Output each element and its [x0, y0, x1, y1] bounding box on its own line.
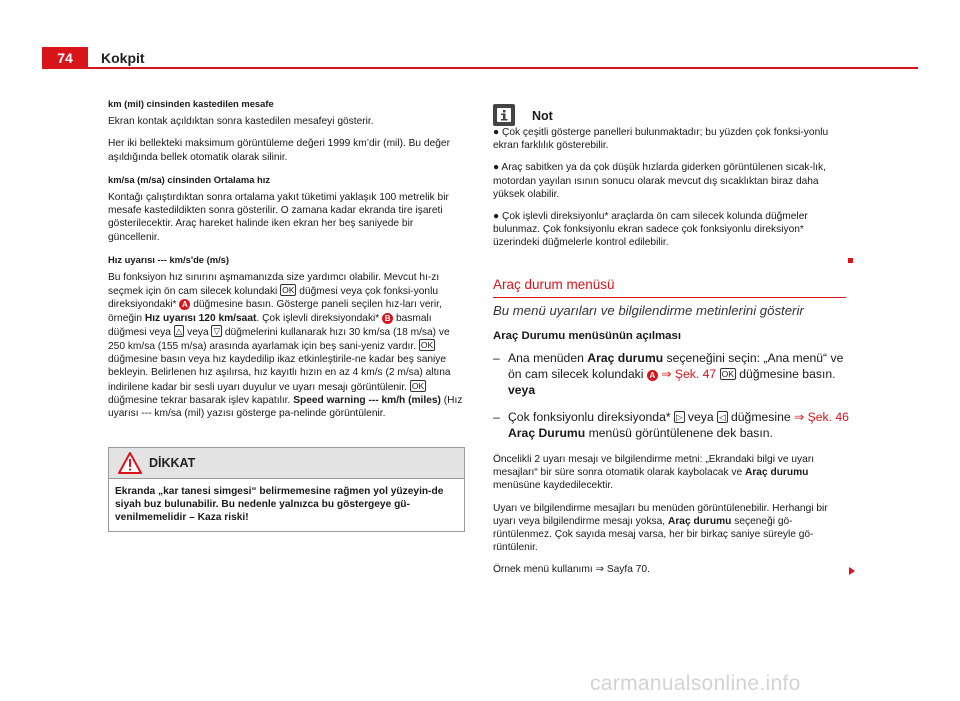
callout-a-icon: A: [179, 299, 190, 310]
text: düğmesine basın.: [739, 367, 836, 381]
step-2: [493, 409, 849, 441]
note-body: [493, 126, 849, 259]
text: (Hız uyarısı --- km/sa (mil) yazısı gösterge pa-nelinde görüntülenir.: [108, 394, 463, 420]
paragraph: Her iki bellekteki maksimum görüntüleme değeri 1999 km’dir (mil). Bu değer aşıldığında bellek otomatik olarak silinir.: [108, 138, 450, 163]
section-head-avg-speed: km/sa (m/sa) cinsinden Ortalama hız: [108, 173, 271, 185]
figure-link[interactable]: ⇒ Şek.: [794, 410, 833, 424]
callout-b-icon: B: [382, 313, 393, 324]
text: seçeneğini seçin: „Ana menü“ ve ön cam silecek kolundaki: [508, 351, 844, 381]
section-head-speed-warning: Hız uyarısı --- km/s'de (m/s): [108, 253, 230, 265]
bold-text: Hız uyarısı 120 km/saat: [144, 312, 257, 324]
text: menüsüne kaydedilecektir.: [493, 480, 614, 492]
text: menüsü görüntülenene dek basın.: [588, 426, 773, 440]
left-arrow-button-icon: ◁: [719, 412, 726, 422]
ok-button-icon: OK: [420, 340, 434, 351]
dash: –: [493, 410, 500, 424]
warning-box: [108, 447, 465, 532]
callout-a-icon: A: [647, 370, 658, 381]
warning-text: Ekranda „kar tanesi simgesi“ belirmemesine rağmen yol yüzeyin-de siyah buz bulunabilir. Bu nedenle yalnızca bu göstergeye gü-venilmemelidir – Kaza riski!: [115, 486, 444, 524]
step-1: [493, 350, 849, 398]
bold-text: Araç durumu: [587, 351, 664, 365]
text: veya: [187, 326, 209, 338]
bold-text: Araç durumu: [667, 515, 732, 527]
page-title: Kokpit: [101, 50, 145, 66]
text: . Çok işlevli direksiyondaki*: [256, 312, 380, 324]
warning-triangle-icon: [118, 452, 142, 474]
ok-button-icon: OK: [282, 285, 295, 296]
bold-text: veya: [508, 383, 536, 397]
bold-text: Speed warning --- km/h (miles): [293, 394, 441, 406]
end-marker-square: [848, 258, 853, 263]
paragraph-speed-warning: [108, 271, 464, 420]
header-rule: [42, 67, 918, 69]
continue-arrow-icon: [849, 567, 855, 575]
text: düğmesi veya çok fonksi-yonlu direksiyondaki*: [108, 286, 439, 311]
bold-text: Araç Durumu: [508, 426, 586, 440]
note-bullet: ● Araç sabitken ya da çok düşük hızlarda giderken görüntülenen sıcak-lık, motordan yayılan ısının sonucu olarak mevcut dış sıcaklıktan biraz daha yüksek olabilir.: [493, 162, 826, 200]
text: Uyarı ve bilgilendirme mesajları bu menüden görüntülenebilir. Herhangi bir uyarı veya bilgilendirme mesajı yoksa,: [493, 502, 828, 527]
ok-button-icon: OK: [721, 369, 734, 379]
down-button-icon: ▽: [213, 325, 221, 336]
warning-header: [109, 448, 464, 479]
paragraph: [493, 453, 849, 493]
dash: –: [493, 351, 500, 365]
figure-link-number[interactable]: 46: [835, 410, 849, 424]
watermark: carmanualsonline.info: [590, 672, 801, 695]
warning-title: DİKKAT: [149, 456, 196, 470]
left-column: [108, 97, 464, 429]
note-bullet: ● Çok çeşitli gösterge panelleri bulunmaktadır; bu yüzden çok fonksi-yonlu ekran farklılık gösterebilir.: [493, 127, 829, 152]
paragraph: [493, 502, 849, 555]
paragraph-page-ref: Örnek menü kullanımı ⇒ Sayfa 70.: [493, 564, 650, 576]
page-number: 74: [42, 47, 88, 69]
text: Çok işlevli direksiyonlu* araçlarda ön cam silecek kolunda düğmeler bulunmaz. Çok fonksiyonlu ekran sadece çok fonksiyonlu direksiyon* üzerindeki düğmelerle kontrol edilebilir.: [493, 211, 808, 249]
text: düğmesine basın. Gösterge paneli seçilen hız-ları verir, örneğin: [108, 299, 442, 324]
right-column: [493, 328, 849, 586]
text: Araç sabitken ya da çok düşük hızlarda giderken görüntülenen sıcak-lık, motordan yayılan ısının sonucu olarak mevcut dış sıcaklıktan biraz daha yüksek olabilir.: [493, 162, 826, 200]
bold-text: Araç durumu: [744, 467, 809, 479]
paragraph: Kontağı çalıştırdıktan sonra ortalama yakıt tüketimi yaklaşık 100 metrelik bir mesafe kastedildikten sonra gösterilir. O zamana kadar ekranda tire işareti gösterilecektir. Araç hareket halinde iken ekran her beş saniyede bir güncellenir.: [108, 192, 449, 243]
text: düğmesine tekrar basarak işlev kapatılır.: [108, 394, 291, 406]
text: Bu fonksiyon hız sınırını aşmamanızda size yardımcı olabilir. Mevcut hı-zı seçmek için ön cam silecek kolundaki: [108, 272, 440, 298]
section-head-distance: km (mil) cinsinden kastedilen mesafe: [108, 98, 274, 109]
text: düğmesine: [731, 410, 791, 424]
note-info-icon: [493, 104, 515, 126]
text: düğmelerini kullanarak hızı 30 km/sa (18 m/sa) ve 250 km/sa (155 m/sa) arasında ayarlamak için beş sani-yeniz vardır.: [108, 326, 450, 353]
right-arrow-button-icon: ▷: [675, 412, 683, 422]
figure-link[interactable]: ⇒ Şek. 47: [661, 367, 717, 381]
text: seçeneği gö-rüntülenmez. Çok sayıda mesaj varsa, her bir birkaç saniye süreyle gö-rüntülenir.: [493, 515, 814, 554]
text: Çok çeşitli gösterge panelleri bulunmaktadır; bu yüzden çok fonksi-yonlu ekran farklılık gösterebilir.: [493, 127, 829, 152]
steps-heading: Araç Durumu menüsünün açılması: [493, 330, 681, 342]
section-title: Araç durum menüsü: [493, 277, 846, 298]
text: düğmesine basın veya hız kaydedilip ikaz etkinleştirile-ne kadar beş saniye bekleyin. Belirlenen hız aşılırsa, hız kayıtlı hızın en az 4 km/s (2 m/sa) altına indirilene kadar bir sesli uyarı duyulur ve uyarı mesajı görüntülenir.: [108, 354, 451, 393]
ok-button-icon: OK: [411, 380, 425, 391]
text: Ana menüden: [508, 351, 584, 365]
text: Çok fonksiyonlu direksiyonda*: [508, 410, 671, 424]
text: veya: [687, 410, 714, 424]
note-bullet: ● Çok işlevli direksiyonlu* araçlarda ön cam silecek kolunda düğmeler bulunmaz. Çok fonksiyonlu ekran sadece çok fonksiyonlu direksiyon* üzerindeki düğmelerle kontrol edilebilir.: [493, 211, 808, 249]
text: basmalı düğmesi veya: [108, 312, 432, 338]
subsection-title: Bu menü uyarıları ve bilgilendirme metinlerini gösterir: [493, 303, 804, 318]
note-title: Not: [532, 109, 553, 123]
paragraph: Ekran kontak açıldıktan sonra kastedilen mesafeyi gösterir.: [108, 116, 374, 128]
up-button-icon: △: [175, 325, 183, 336]
text: Öncelikli 2 uyarı mesajı ve bilgilendirme metni: „Ekrandaki bilgi ve uyarı mesajları“ bir süre sonra otomatik olarak kaybolacak ve: [493, 454, 815, 479]
